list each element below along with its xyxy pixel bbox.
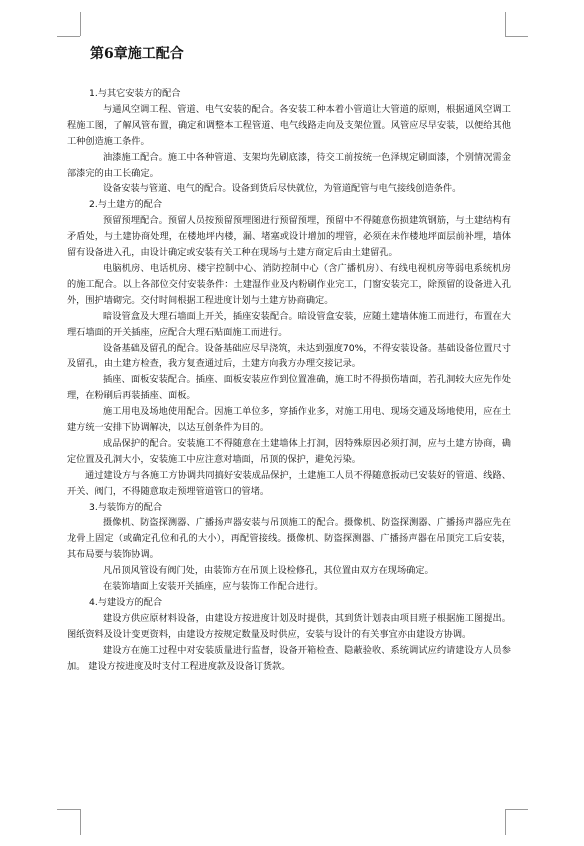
paragraph: 在装饰墙面上安装开关插座，应与装饰工作配合进行。: [103, 581, 324, 593]
paragraph: 建设方在施工过程中对安装质量进行监督，设备开箱检查、隐蔽验收、系统调试应约请建设方人员参加。 建设方按进度及时支付工程进度款及设备订货款。: [67, 644, 511, 672]
paragraph: 设备基础及留孔的配合。设备基础应尽早浇筑，未达到强度70%，不得安装设备。基础设备位置尺寸及留孔，由土建方检查，我方复查通过后，土建方向我方办理交接记录。: [67, 342, 511, 370]
paragraph: 通过建设方与各施工方协调共同搞好安装成品保护，土建施工人员不得随意扳动已安装好的管道、线路、开关、阀门，不得随意取走预埋管道管口的管堵。: [67, 469, 511, 497]
paragraph: 摄像机、防盗探测器、广播扬声器安装与吊顶施工的配合。摄像机、防盗探测器、广播扬声器应先在龙骨上固定（或确定孔位和孔的大小），再配管接线。摄像机、防盗探测器、广播扬声器在吊顶完工后安装，其布局要与装饰协调。: [67, 517, 511, 561]
paragraph: 建设方供应原材料设备，由建设方按进度计划及时提供，其到货计划表由项目班子根据施工图提出。图纸资料及设计变更资料，由建设方按规定数量及时供应，安装与设计的有关事宜亦由建设方协调。: [67, 612, 511, 640]
paragraph: 凡吊顶风管设有阀门处，由装饰方在吊顶上设检修孔，其位置由双方在现场确定。: [103, 565, 434, 577]
section-heading: 1.与其它安装方的配合: [89, 88, 181, 99]
crop-mark-bottom-left-h: [57, 809, 80, 810]
crop-mark-top-right-h: [505, 36, 528, 37]
paragraph: 施工用电及场地使用配合。因施工单位多，穿插作业多，对施工用电、现场交通及场地使用，应在土建方统一安排下协调解决，以达互创条件为目的。: [67, 406, 511, 434]
paragraph: 成品保护的配合。安装施工不得随意在土建墙体上打洞，因特殊原因必须打洞，应与土建方协商，确定位置及孔洞大小，安装施工中应注意对墙面，吊顶的保护，避免污染。: [67, 437, 511, 465]
paragraph: 暗设管盒及大理石墙面上开关，插座安装配合。暗设管盒安装，应随土建墙体施工而进行，布置在大理石墙面的开关插座，应配合大理石贴面施工而进行。: [67, 310, 511, 338]
crop-mark-bottom-left-v: [80, 809, 81, 835]
paragraph: 油漆施工配合。施工中各种管道、支架均先刷底漆，待交工前按统一色泽规定刷面漆，个别情况需金部漆完的由工长确定。: [67, 151, 511, 179]
paragraph: 电脑机房、电话机房、楼宇控制中心、消防控制中心（含广播机房）、有线电视机房等弱电系统机房的施工配合。以上各部位交付安装条件：土建湿作业及内粉刷作业完工，门窗安装完工，除预留的设备进入孔外，围护墙砌完。交付时间根据工程进度计划与土建方协商确定。: [67, 262, 511, 306]
document-body: [67, 86, 511, 675]
section-heading: 2.与土建方的配合: [89, 199, 163, 211]
section-heading: 4.与建设方的配合: [89, 597, 163, 608]
crop-mark-bottom-right-v: [505, 809, 506, 835]
crop-mark-top-left-v: [80, 12, 81, 36]
chapter-title: 第6章施工配合: [90, 46, 184, 62]
paragraph: 插座、面板安装配合。插座、面板安装应作到位置准确，施工时不得损伤墙面，若孔洞较大应先作处理，在粉刷后再装插座、面板。: [67, 374, 511, 402]
crop-mark-bottom-right-h: [505, 809, 528, 810]
section-heading: 3.与装饰方的配合: [89, 501, 163, 513]
paragraph: 设备安装与管道、电气的配合。设备到货后尽快就位，为管道配管与电气接线创造条件。: [103, 183, 462, 195]
crop-mark-top-right-v: [505, 12, 506, 36]
paragraph: 预留预埋配合。预留人员按预留预埋图进行预留预埋，预留中不得随意伤损建筑钢筋，与土建结构有矛盾处，与土建协商处理，在楼地坪内楼，漏、堵塞或设计增加的埋管，必须在未作楼地坪面层前补埋，墙体留有设备进入孔，由设计确定或安装有关工种在现场与土建方商定后由土建留孔。: [67, 215, 511, 259]
crop-mark-top-left-h: [57, 36, 80, 37]
paragraph: 与通风空调工程、管道、电气安装的配合。各安装工种本着小管道让大管道的原则，根据通风空调工程施工图，了解风管布置，确定和调整本工程管道、电气线路走向及支架位置。风管应尽早安装，以便给其他工种创造施工条件。: [67, 103, 511, 147]
